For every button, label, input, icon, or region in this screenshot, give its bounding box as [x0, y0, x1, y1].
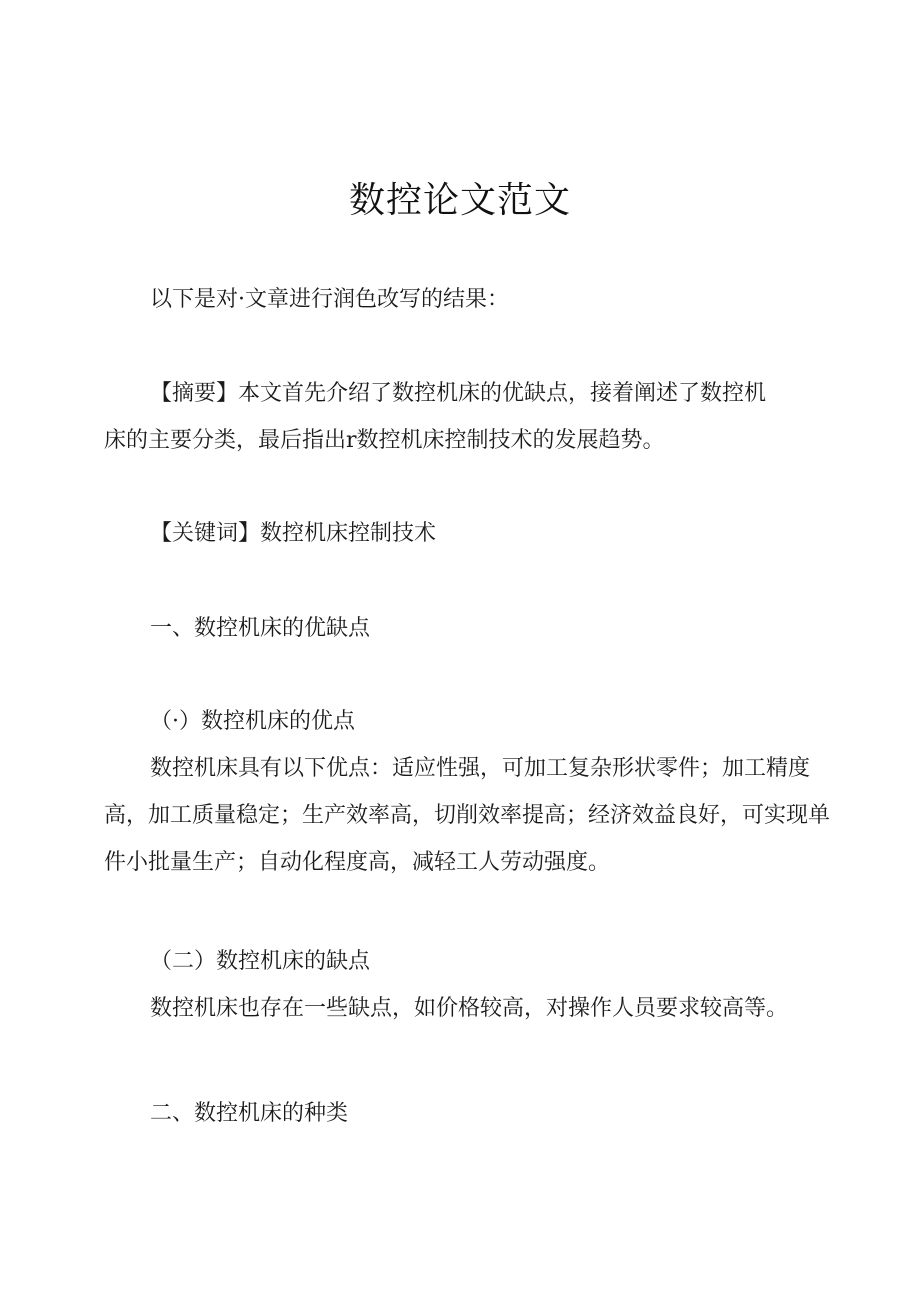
subsection-1-1-heading: （·）数控机床的优点	[150, 709, 355, 734]
subsection-1-1-line-2: 高，加工质量稳定；生产效率高，切削效率提高；经济效益良好，可实现单	[104, 803, 831, 828]
document-title: 数控论文范文	[348, 180, 571, 221]
subsection-1-2-line-1: 数控机床也存在一些缺点，如价格较高，对操作人员要求较高等。	[150, 996, 789, 1021]
intro-line: 以下是对·文章进行润色改写的结果：	[150, 287, 509, 312]
subsection-1-2-heading: （二）数控机床的缺点	[150, 949, 371, 974]
intro-paragraph	[104, 276, 816, 323]
abstract-line-2: 床的主要分类，最后指出r数控机床控制技术的发展趋势。	[104, 428, 665, 453]
section-1-heading	[104, 605, 816, 652]
section-2-heading	[104, 1090, 816, 1137]
subsection-1-1-line-1: 数控机床具有以下优点：适应性强，可加工复杂形状零件；加工精度	[150, 756, 811, 781]
keywords-paragraph	[104, 510, 816, 557]
keywords-line: 【关键词】数控机床控制技术	[150, 521, 437, 546]
abstract-paragraph	[104, 370, 816, 464]
subsection-1-1-line-3: 件小批量生产；自动化程度高，减轻工人劳动强度。	[104, 850, 611, 875]
abstract-line-1: 【摘要】本文首先介绍了数控机床的优缺点，接着阐述了数控机	[150, 381, 767, 406]
subsection-1-2	[104, 938, 816, 1032]
section-1-heading-text: 一、数控机床的优缺点	[150, 616, 371, 641]
section-2-heading-text: 二、数控机床的种类	[150, 1101, 349, 1126]
subsection-1-1	[104, 698, 831, 886]
